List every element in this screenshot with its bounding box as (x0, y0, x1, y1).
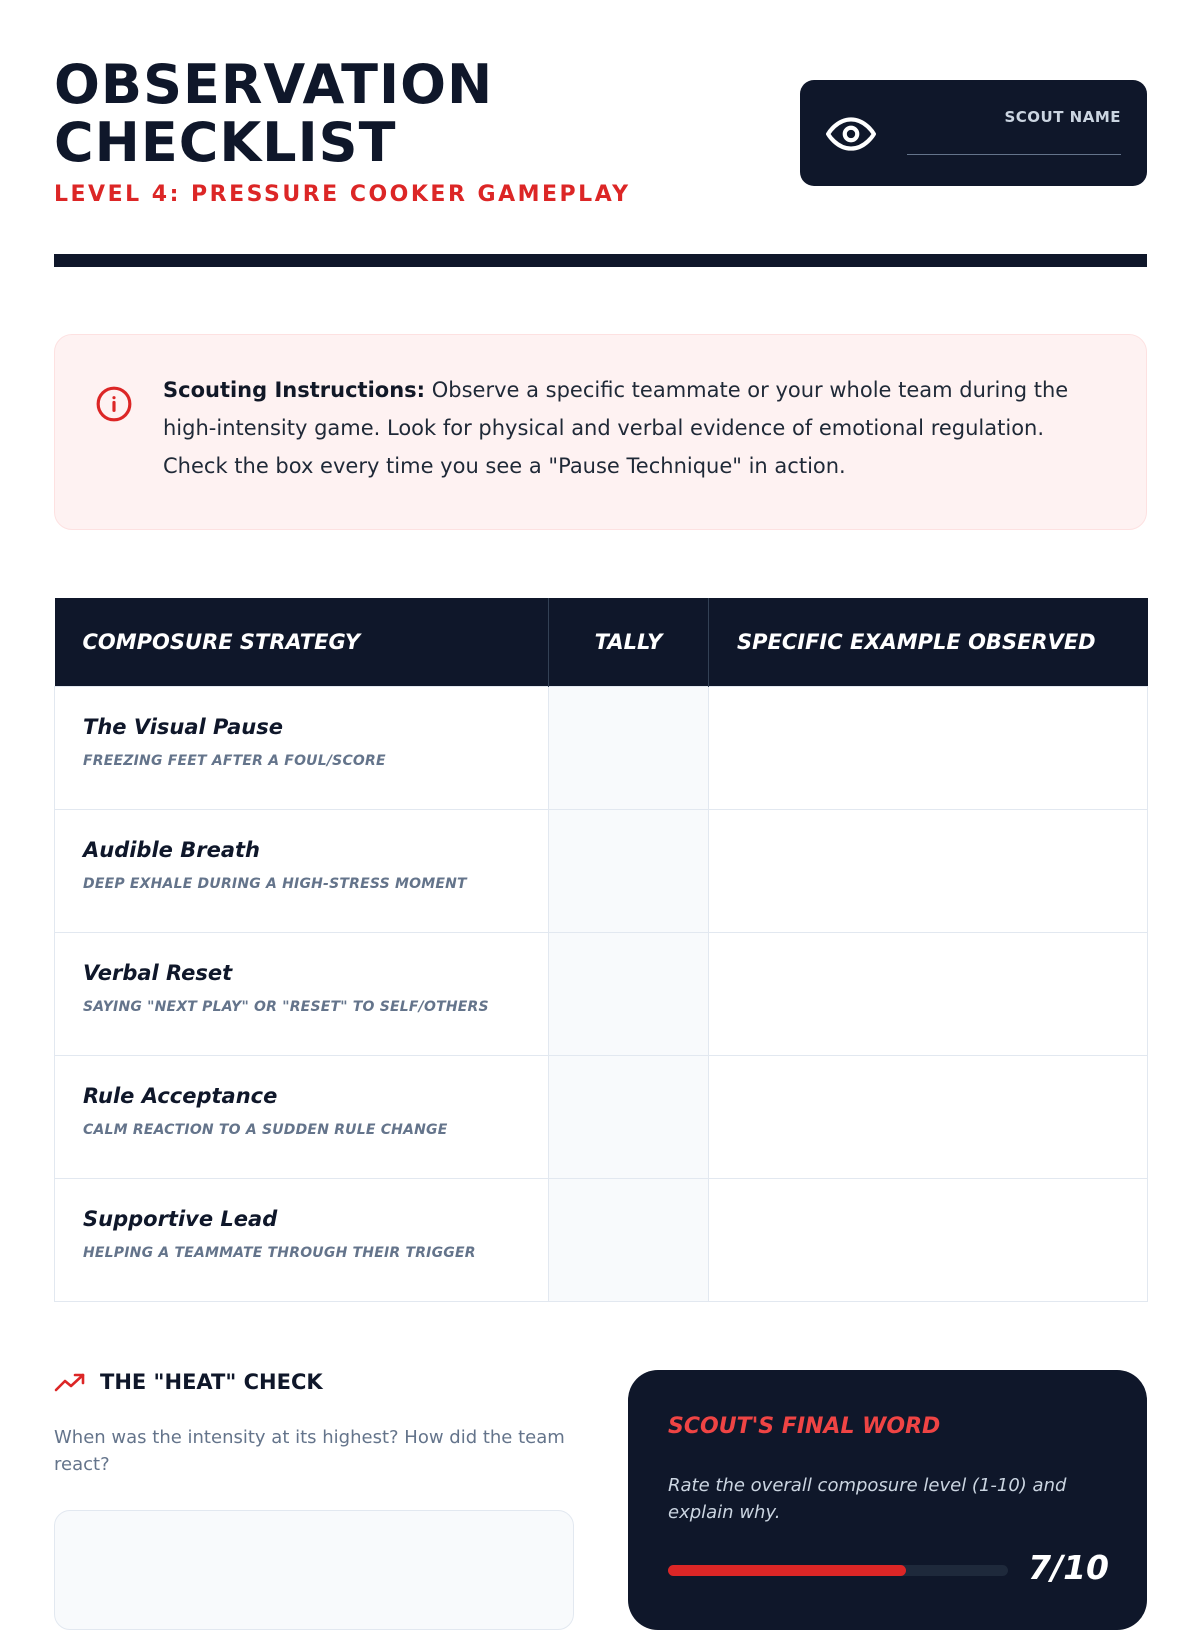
tally-cell[interactable] (549, 1056, 709, 1179)
header-specific-example: SPECIFIC EXAMPLE OBSERVED (709, 598, 1148, 687)
composure-score-fill (668, 1565, 906, 1576)
strategy-description: FREEZING FEET AFTER A FOUL/SCORE (83, 753, 386, 769)
tally-cell[interactable] (549, 933, 709, 1056)
scout-name-label: SCOUT NAME (1004, 108, 1121, 126)
tally-cell[interactable] (549, 687, 709, 810)
header-tally: TALLY (549, 598, 709, 687)
composure-score-bar (668, 1565, 1008, 1576)
title-line-1: OBSERVATION (54, 53, 494, 116)
table-row (55, 1056, 1148, 1179)
final-word-title: SCOUT'S FINAL WORD (668, 1414, 941, 1439)
strategy-description: DEEP EXHALE DURING A HIGH-STRESS MOMENT (83, 876, 467, 892)
strategy-description: HELPING A TEAMMATE THROUGH THEIR TRIGGER (83, 1245, 476, 1261)
heat-check-title-text: THE "HEAT" CHECK (100, 1370, 323, 1394)
table-header-row (55, 598, 1148, 687)
strategy-cell (55, 687, 549, 810)
strategy-description: CALM REACTION TO A SUDDEN RULE CHANGE (83, 1122, 448, 1138)
composure-score-value: 7/10 (1028, 1548, 1109, 1587)
strategy-cell (55, 933, 549, 1056)
strategy-cell (55, 1179, 549, 1302)
strategy-name: Rule Acceptance (83, 1084, 278, 1108)
instructions-lead: Scouting Instructions: (163, 378, 426, 402)
strategy-name: The Visual Pause (83, 715, 283, 739)
trending-up-icon (54, 1371, 86, 1393)
tally-cell[interactable] (549, 810, 709, 933)
header-divider (54, 254, 1147, 267)
example-cell[interactable] (709, 810, 1148, 933)
table-row (55, 810, 1148, 933)
final-word-question: Rate the overall composure level (1-10) and explain why. (668, 1475, 1067, 1523)
instructions-text (163, 371, 1102, 485)
scout-name-card (800, 80, 1147, 186)
instructions-body: Observe a specific teammate or your whole team during the high-intensity game. Look for physical and verbal evidence of emotional regulation. Check the box every time you see a "Pause Technique" in action. (163, 378, 1069, 478)
header-composure-strategy: COMPOSURE STRATEGY (55, 598, 549, 687)
example-cell[interactable] (709, 933, 1148, 1056)
page-subtitle: LEVEL 4: PRESSURE COOKER GAMEPLAY (54, 182, 631, 207)
instructions-box (54, 334, 1147, 530)
table-row (55, 933, 1148, 1056)
heat-check-title (54, 1370, 574, 1394)
title-line-2: CHECKLIST (54, 111, 397, 174)
strategy-description: SAYING "NEXT PLAY" OR "RESET" TO SELF/OTHERS (83, 999, 489, 1015)
example-cell[interactable] (709, 1056, 1148, 1179)
scout-name-field[interactable] (907, 154, 1121, 155)
heat-check-answer-box[interactable] (54, 1510, 574, 1630)
info-icon (95, 385, 133, 423)
header (54, 53, 1147, 266)
strategy-cell (55, 810, 549, 933)
table-row (55, 1179, 1148, 1302)
observation-table (54, 598, 1148, 1302)
tally-cell[interactable] (549, 1179, 709, 1302)
strategy-name: Supportive Lead (83, 1207, 278, 1231)
eye-icon (826, 109, 876, 159)
example-cell[interactable] (709, 1179, 1148, 1302)
final-word-card (628, 1370, 1147, 1630)
heat-check-section (54, 1370, 574, 1478)
heat-check-question: When was the intensity at its highest? How did the team react? (54, 1427, 565, 1475)
strategy-name: Verbal Reset (83, 961, 233, 985)
example-cell[interactable] (709, 687, 1148, 810)
table-row (55, 687, 1148, 810)
strategy-name: Audible Breath (83, 838, 260, 862)
strategy-cell (55, 1056, 549, 1179)
